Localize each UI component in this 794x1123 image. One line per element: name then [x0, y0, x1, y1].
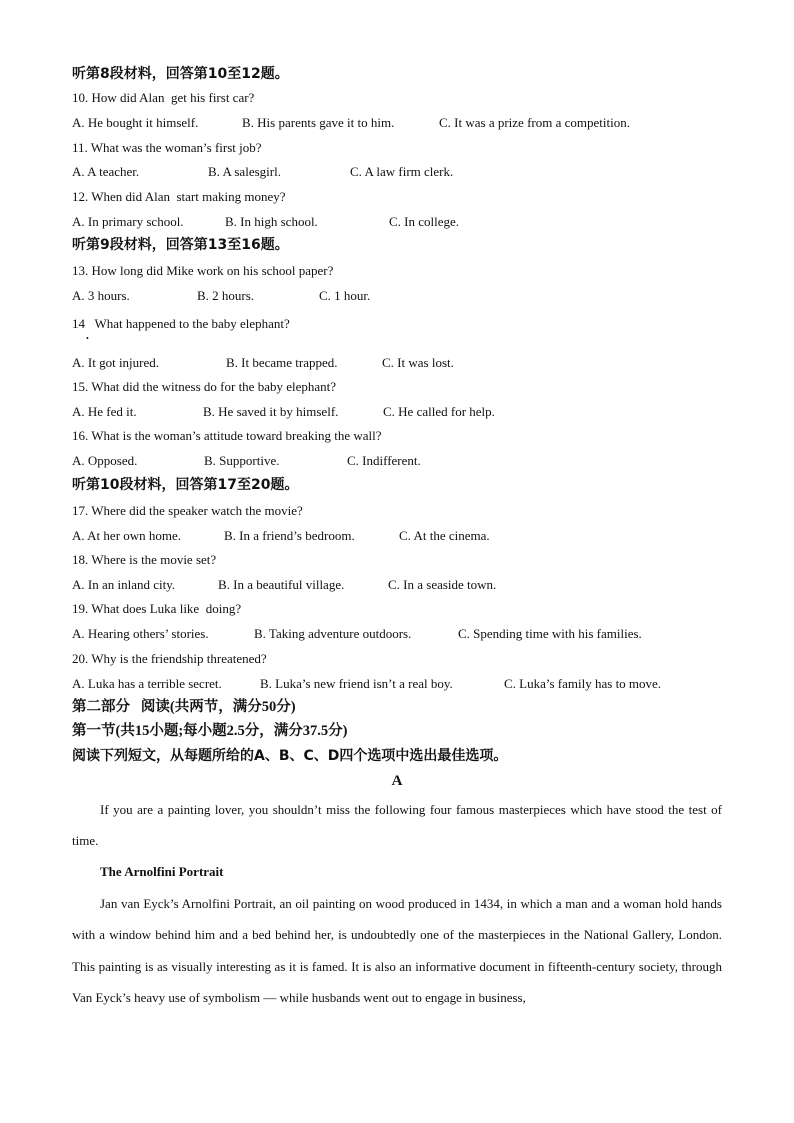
option-11c: C. A law firm clerk.: [350, 164, 454, 179]
stray-dot: •: [86, 334, 89, 343]
section-heading-9: 听第9段材料，回答第13至16题。: [72, 237, 289, 253]
option-10a: A. He bought it himself.: [72, 115, 199, 130]
passage-subtitle: The Arnolfini Portrait: [100, 864, 224, 879]
question-19: 19. What does Luka like doing?: [72, 601, 242, 616]
question-10: 10. How did Alan get his first car?: [72, 90, 255, 105]
option-12a: A. In primary school.: [72, 214, 184, 229]
option-14c: C. It was lost.: [382, 355, 454, 370]
option-15a: A. He fed it.: [72, 404, 137, 419]
part-two-heading: 第二部分 阅读(共两节，满分50分): [72, 699, 296, 715]
option-10b: B. His parents gave it to him.: [242, 115, 395, 130]
question-11: 11. What was the woman’s first job?: [72, 140, 262, 155]
option-19c: C. Spending time with his families.: [458, 626, 642, 641]
reading-instruction: 阅读下列短文，从每题所给的A、B、C、D四个选项中选出最佳选项。: [72, 748, 508, 764]
option-12c: C. In college.: [389, 214, 460, 229]
question-16: 16. What is the woman’s attitude toward breaking the wall?: [72, 428, 382, 443]
option-19a: A. Hearing others’ stories.: [72, 626, 209, 641]
option-12b: B. In high school.: [225, 214, 318, 229]
option-18b: B. In a beautiful village.: [218, 577, 345, 592]
option-20b: B. Luka’s new friend isn’t a real boy.: [260, 676, 453, 691]
option-16c: C. Indifferent.: [347, 453, 421, 468]
option-13c: C. 1 hour.: [319, 288, 371, 303]
question-17: 17. Where did the speaker watch the movie?: [72, 503, 303, 518]
option-10c: C. It was a prize from a competition.: [439, 115, 630, 130]
part-two-section-one: 第一节(共15小题;每小题2.5分，满分37.5分): [72, 723, 348, 739]
option-13b: B. 2 hours.: [197, 288, 255, 303]
section-heading-8: 听第8段材料，回答第10至12题。: [72, 66, 289, 82]
option-11a: A. A teacher.: [72, 164, 140, 179]
passage-letter: A: [391, 773, 403, 789]
option-14a: A. It got injured.: [72, 355, 160, 370]
question-14: 14 What happened to the baby elephant?: [72, 316, 290, 331]
option-20c: C. Luka’s family has to move.: [504, 676, 662, 691]
option-11b: B. A salesgirl.: [208, 164, 281, 179]
question-20: 20. Why is the friendship threatened?: [72, 651, 267, 666]
option-14b: B. It became trapped.: [226, 355, 338, 370]
question-18: 18. Where is the movie set?: [72, 552, 217, 567]
option-17c: C. At the cinema.: [399, 528, 490, 543]
option-15b: B. He saved it by himself.: [203, 404, 339, 419]
section-heading-10: 听第10段材料，回答第17至20题。: [72, 477, 299, 493]
passage-body: Jan van Eyck’s Arnolfini Portrait, an oil painting on wood produced in 1434, in which a man and a woman hold hands with a window behind him and a bed behind her, is undoubtedly one of the masterpieces in the National Gallery, London. This painting is as visually interesting as it is famed. It is also an informative document in fifteenth-century society, through Van Eyck’s heavy use of symbolism — while husbands went out to engage in business,: [72, 896, 722, 1005]
option-20a: A. Luka has a terrible secret.: [72, 676, 222, 691]
option-17a: A. At her own home.: [72, 528, 182, 543]
option-13a: A. 3 hours.: [72, 288, 130, 303]
question-12: 12. When did Alan start making money?: [72, 189, 286, 204]
option-16a: A. Opposed.: [72, 453, 138, 468]
option-15c: C. He called for help.: [383, 404, 495, 419]
question-15: 15. What did the witness do for the baby elephant?: [72, 379, 337, 394]
option-18a: A. In an inland city.: [72, 577, 176, 592]
passage-intro: If you are a painting lover, you shouldn’t miss the following four famous masterpieces which have stood the test of time.: [72, 802, 722, 849]
option-17b: B. In a friend’s bedroom.: [224, 528, 355, 543]
option-19b: B. Taking adventure outdoors.: [254, 626, 412, 641]
question-13: 13. How long did Mike work on his school paper?: [72, 263, 334, 278]
option-16b: B. Supportive.: [204, 453, 280, 468]
option-18c: C. In a seaside town.: [388, 577, 497, 592]
